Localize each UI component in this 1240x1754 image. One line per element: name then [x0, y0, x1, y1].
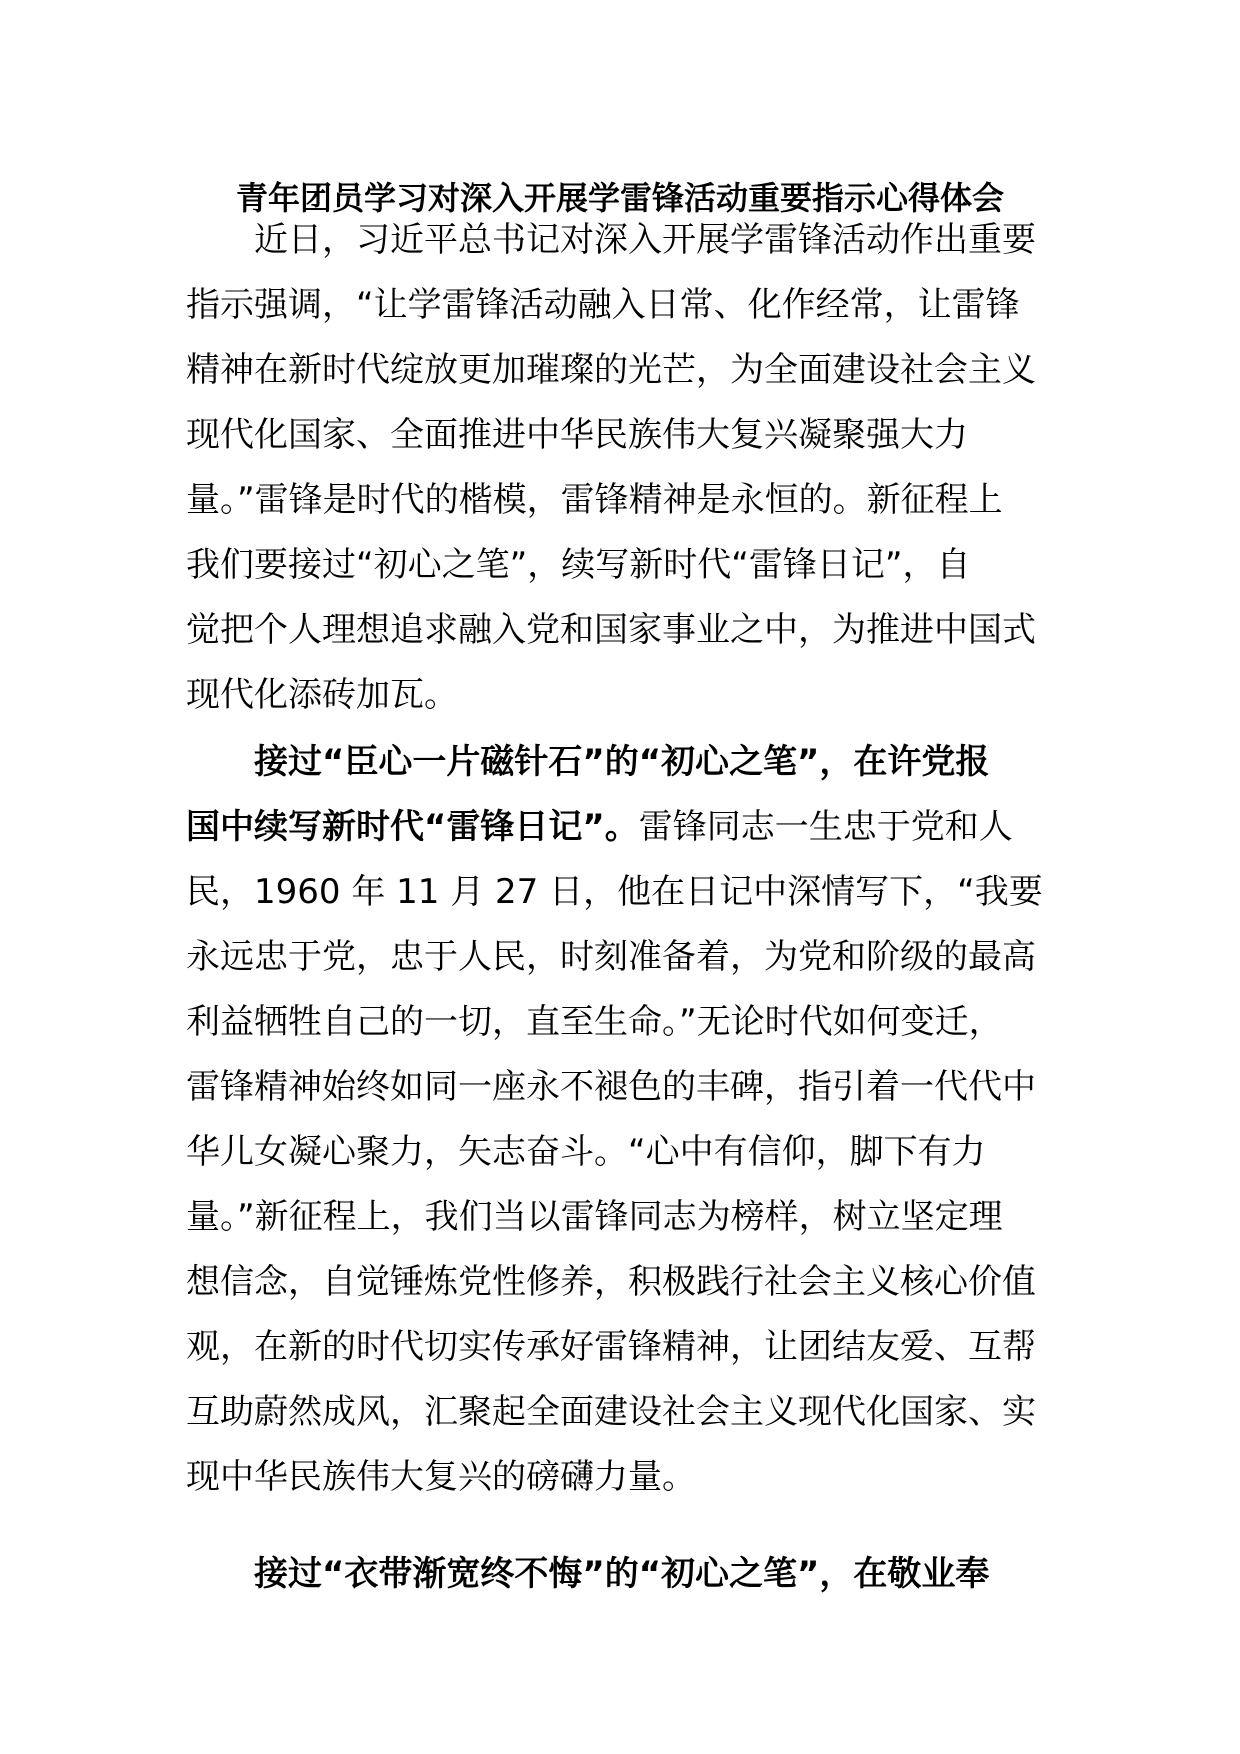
paragraph-line: 想信念，自觉锤炼党性修养，积极践行社会主义核心价值	[186, 1262, 1036, 1302]
paragraph-line: 近日，习近平总书记对深入开展学雷锋活动作出重要	[254, 220, 1036, 260]
paragraph-line: 觉把个人理想追求融入党和国家事业之中，为推进中国式	[186, 610, 1036, 650]
paragraph-line: 精神在新时代绽放更加璀璨的光芒，为全面建设社会主义	[186, 350, 1036, 390]
paragraph-loyalty	[186, 730, 1054, 1510]
paragraph-line: 互助蔚然成风，汇聚起全面建设社会主义现代化国家、实	[186, 1392, 1036, 1432]
paragraph-heading-line: 接过“衣带渐宽终不悔”的“初心之笔”，在敬业奉	[254, 1554, 990, 1594]
paragraph-line: 现代化添砖加瓦。	[186, 675, 458, 715]
paragraph-line: 观，在新的时代切实传承好雷锋精神，让团结友爱、互帮	[186, 1327, 1036, 1367]
document-title: 青年团员学习对深入开展学雷锋活动重要指示心得体会	[235, 179, 1004, 217]
paragraph-line: 华儿女凝心聚力，矢志奋斗。“心中有信仰，脚下有力	[186, 1132, 986, 1172]
paragraph-text: 雷锋同志一生忠于党和人	[638, 807, 1013, 847]
paragraph-line: 民，1960 年 11 月 27 日，他在日记中深情写下，“我要	[186, 872, 1043, 912]
paragraph-line: 量。”新征程上，我们当以雷锋同志为榜样，树立坚定理	[186, 1197, 1003, 1237]
paragraph-line: 现中华民族伟大复兴的磅礴力量。	[186, 1457, 696, 1497]
paragraph-line: 雷锋精神始终如同一座永不褪色的丰碑，指引着一代代中	[186, 1067, 1036, 1107]
paragraph-line: 现代化国家、全面推进中华民族伟大复兴凝聚强大力	[186, 415, 968, 455]
paragraph-intro	[186, 208, 1054, 728]
paragraph-line: 利益牺牲自己的一切，直至生命。”无论时代如何变迁，	[186, 1002, 1003, 1042]
paragraph-line: 量。”雷锋是时代的楷模，雷锋精神是永恒的。新征程上	[186, 480, 1003, 520]
paragraph-line: 指示强调，“让学雷锋活动融入日常、化作经常，让雷锋	[186, 285, 1020, 325]
paragraph-line	[186, 795, 1054, 860]
paragraph-heading-line: 接过“臣心一片磁针石”的“初心之笔”，在许党报	[254, 742, 990, 782]
paragraph-line: 永远忠于党，忠于人民，时刻准备着，为党和阶级的最高	[186, 937, 1036, 977]
paragraph-heading-text: 国中续写新时代“雷锋日记”。	[186, 807, 639, 847]
paragraph-line: 我们要接过“初心之笔”，续写新时代“雷锋日记”，自	[186, 545, 971, 585]
paragraph-dedication	[186, 1542, 1054, 1607]
